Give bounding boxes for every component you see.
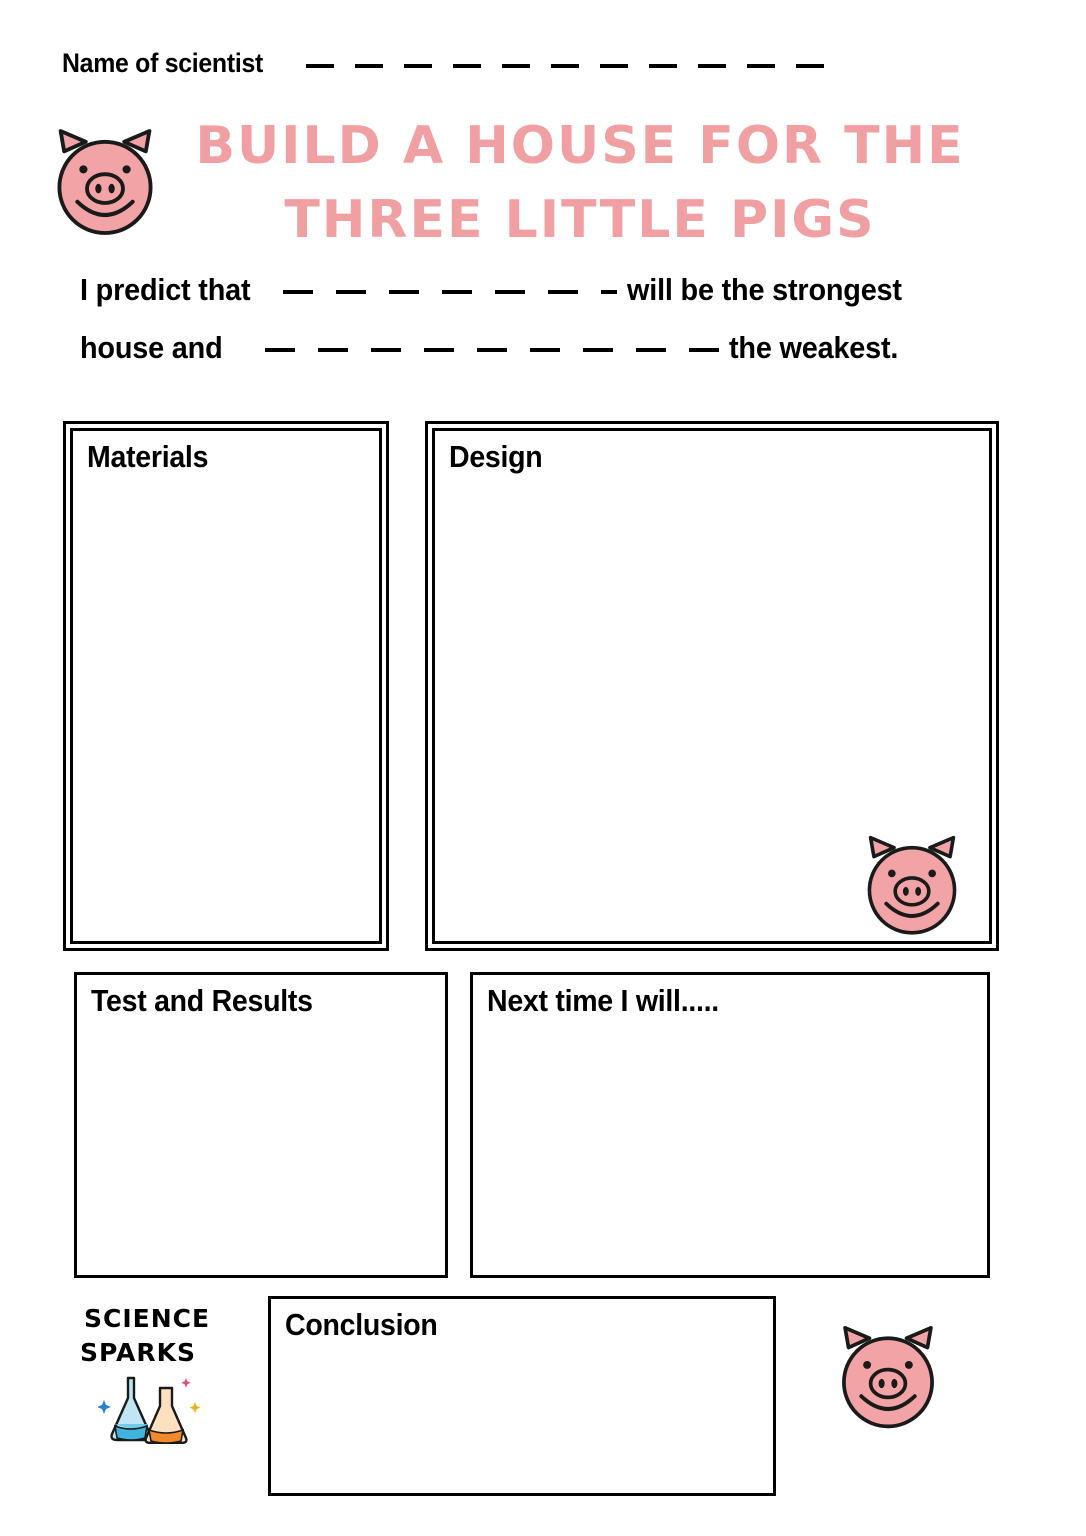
design-label: Design bbox=[449, 439, 543, 474]
pig-face-icon bbox=[856, 832, 968, 949]
dash bbox=[583, 348, 613, 352]
dash bbox=[548, 290, 578, 294]
logo-word-sparks: SPARKS bbox=[80, 1338, 197, 1367]
dash bbox=[600, 64, 628, 68]
page-title-line-1: BUILD A HOUSE FOR THE bbox=[195, 116, 965, 176]
prediction-lead-2: house and bbox=[80, 330, 223, 365]
prediction-row-1 bbox=[80, 272, 1040, 308]
next-time-label: Next time I will..... bbox=[487, 983, 719, 1018]
dash bbox=[355, 64, 383, 68]
prediction-write-in-2[interactable] bbox=[265, 354, 719, 358]
dash bbox=[371, 348, 401, 352]
dash bbox=[283, 290, 313, 294]
name-of-scientist-label: Name of scientist bbox=[62, 48, 263, 78]
dash bbox=[306, 64, 334, 68]
dash bbox=[424, 348, 454, 352]
page-title bbox=[150, 110, 1010, 258]
pig-face-icon bbox=[830, 1322, 946, 1443]
dash bbox=[698, 64, 726, 68]
conclusion-label: Conclusion bbox=[285, 1307, 438, 1342]
dash bbox=[502, 64, 530, 68]
dash bbox=[551, 64, 579, 68]
dash bbox=[318, 348, 348, 352]
dash bbox=[477, 348, 507, 352]
prediction-row-2 bbox=[80, 330, 1040, 366]
test-and-results-label: Test and Results bbox=[91, 983, 313, 1018]
science-sparks-logo bbox=[80, 1300, 230, 1450]
materials-box[interactable] bbox=[70, 428, 382, 944]
name-of-scientist-row bbox=[62, 48, 1022, 79]
dash bbox=[689, 348, 719, 352]
dash bbox=[442, 290, 472, 294]
dash bbox=[336, 290, 366, 294]
flask-icon bbox=[98, 1372, 208, 1449]
dash bbox=[404, 64, 432, 68]
prediction-lead-1: I predict that bbox=[80, 272, 251, 307]
logo-word-science: SCIENCE bbox=[84, 1304, 211, 1333]
dash bbox=[636, 348, 666, 352]
dash bbox=[601, 290, 617, 294]
name-write-in-line[interactable] bbox=[306, 68, 824, 72]
prediction-tail-2: the weakest. bbox=[729, 330, 899, 365]
pig-face-icon bbox=[45, 125, 165, 250]
dash bbox=[796, 64, 824, 68]
dash bbox=[649, 64, 677, 68]
prediction-section bbox=[80, 272, 1040, 388]
dash bbox=[453, 64, 481, 68]
materials-label: Materials bbox=[87, 439, 209, 474]
dash bbox=[265, 348, 295, 352]
dash bbox=[747, 64, 775, 68]
page-title-line-2: THREE LITTLE PIGS bbox=[284, 189, 876, 250]
dash bbox=[495, 290, 525, 294]
prediction-write-in-1[interactable] bbox=[283, 296, 617, 300]
dash bbox=[530, 348, 560, 352]
conclusion-box[interactable] bbox=[268, 1296, 776, 1496]
test-and-results-box[interactable] bbox=[74, 972, 448, 1278]
prediction-tail-1: will be the strongest bbox=[627, 272, 903, 307]
dash bbox=[389, 290, 419, 294]
next-time-box[interactable] bbox=[470, 972, 990, 1278]
